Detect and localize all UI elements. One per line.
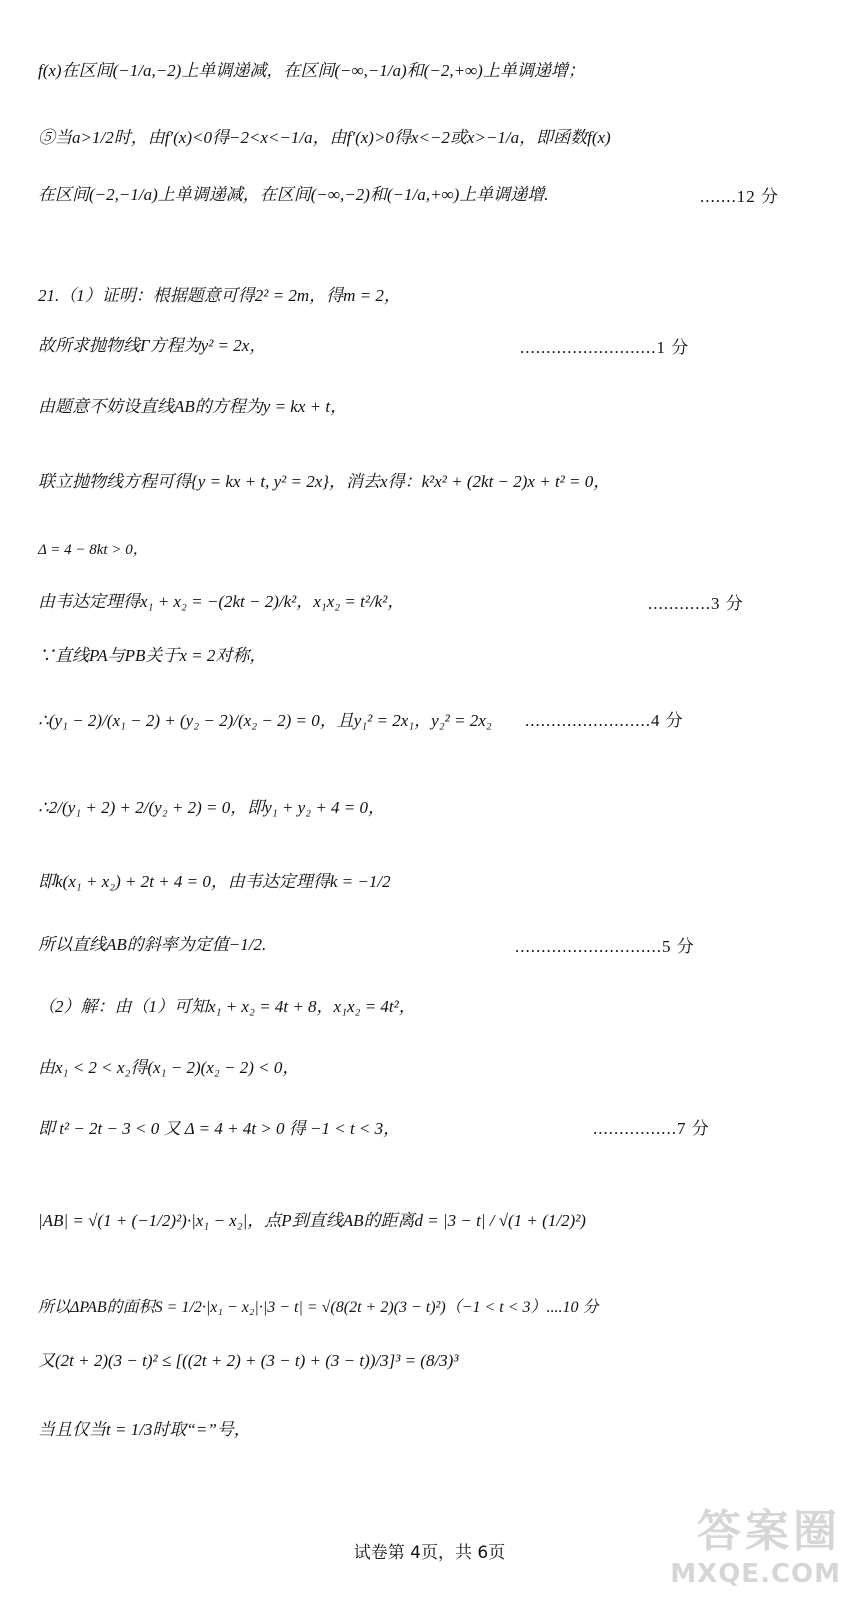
text-line-10-content: ∵直线PA与PB关于x = 2对称， bbox=[38, 646, 267, 665]
score-mark-12: .......12 分 bbox=[700, 187, 779, 206]
text-line-5-content: 故所求抛物线Γ方程为y² = 2x， bbox=[38, 336, 267, 355]
text-line-14-content: 所以直线AB的斜率为定值−1/2. bbox=[38, 935, 267, 954]
text-line-11-content: ∴(y₁ − 2)/(x₁ − 2) + (y₂ − 2)/(x₂ − 2) = 0，且y₁² = 2x₁，y₂² = 2x₂ bbox=[38, 711, 492, 730]
text-line-16-content: 由x₁ < 2 < x₂得(x₁ − 2)(x₂ − 2) < 0， bbox=[38, 1058, 300, 1077]
text-line-7 bbox=[38, 473, 610, 490]
text-line-8 bbox=[38, 543, 148, 558]
text-line-12-content: ∴2/(y₁ + 2) + 2/(y₂ + 2) = 0，即y₁ + y₂ + 4 = 0， bbox=[38, 798, 386, 817]
text-line-21-content: 当且仅当t = 1/3时取“=”号， bbox=[38, 1420, 251, 1439]
text-line-9-content: 由韦达定理得x₁ + x₂ = −(2kt − 2)/k²，x₁x₂ = t²/k²， bbox=[38, 592, 405, 611]
text-line-1 bbox=[38, 62, 585, 79]
text-line-2-content: ⑤当a>1/2时，由f′(x)<0得−2<x<−1/a，由f′(x)>0得x<−2或x>−1/a，即函数f(x) bbox=[38, 128, 611, 147]
text-line-13 bbox=[38, 873, 391, 890]
text-line-3-content: 在区间(−2,−1/a)上单调递减，在区间(−∞,−2)和(−1/a,+∞)上单调递增. bbox=[38, 185, 549, 204]
text-line-2 bbox=[38, 129, 611, 146]
text-line-5 bbox=[38, 337, 266, 354]
score-mark-4: ........................4 分 bbox=[525, 711, 684, 730]
text-line-12 bbox=[38, 799, 385, 816]
page-footer: 试卷第 4页，共 6页 bbox=[353, 1543, 506, 1563]
text-line-7-content: 联立抛物线方程可得{y = kx + t, y² = 2x}，消去x得：k²x² + (2kt − 2)x + t² = 0， bbox=[38, 472, 611, 491]
score-mark-10: ....10 分 bbox=[546, 1299, 599, 1316]
text-line-17 bbox=[38, 1120, 400, 1137]
text-line-19-content: 所以ΔPAB的面积S = 1/2·|x₁ − x₂|·|3 − t| = √(8(2t + 2)(3 − t)²)（−1 < t < 3） bbox=[38, 1299, 547, 1316]
watermark-logo bbox=[670, 1495, 841, 1589]
text-line-20-content: 又(2t + 2)(3 − t)² ≤ [((2t + 2) + (3 − t) + (3 − t))/3]³ = (8/3)³ bbox=[38, 1351, 459, 1370]
text-line-6 bbox=[38, 398, 347, 415]
text-line-3 bbox=[38, 186, 548, 203]
text-line-17-content: 即 t² − 2t − 3 < 0 又 Δ = 4 + 4t > 0 得 −1 < t < 3， bbox=[38, 1119, 401, 1138]
text-line-16 bbox=[38, 1059, 299, 1076]
text-line-4 bbox=[38, 287, 401, 304]
text-line-11 bbox=[38, 712, 492, 729]
text-line-1-content: f(x)在区间(−1/a,−2)上单调递减，在区间(−∞,−1/a)和(−2,+∞)上单调递增； bbox=[38, 61, 585, 80]
text-line-14 bbox=[38, 936, 266, 953]
text-line-18 bbox=[38, 1212, 586, 1229]
text-line-15-content: （2）解：由（1）可知x₁ + x₂ = 4t + 8，x₁x₂ = 4t²， bbox=[38, 997, 416, 1016]
text-line-15 bbox=[38, 998, 416, 1015]
watermark-bottom: MXQE.COM bbox=[670, 1559, 841, 1589]
text-line-9 bbox=[38, 593, 404, 610]
text-line-13-content: 即k(x₁ + x₂) + 2t + 4 = 0，由韦达定理得k = −1/2 bbox=[38, 872, 391, 891]
text-line-20 bbox=[38, 1352, 458, 1369]
text-line-6-content: 由题意不妨设直线AB的方程为y = kx + t， bbox=[38, 397, 348, 416]
score-mark-7: ................7 分 bbox=[593, 1119, 710, 1138]
text-line-18-content: |AB| = √(1 + (−1/2)²)·|x₁ − x₂|，点P到直线AB的距离d = |3 − t| / √(1 + (1/2)²) bbox=[38, 1211, 586, 1230]
text-line-21 bbox=[38, 1421, 251, 1438]
watermark-top: 答案圈 bbox=[697, 1506, 841, 1557]
text-line-8-content: Δ = 4 − 8kt > 0， bbox=[38, 542, 148, 558]
text-line-19 bbox=[38, 1300, 599, 1316]
text-line-4-content: 21.（1）证明：根据题意可得2² = 2m，得m = 2， bbox=[38, 286, 401, 305]
score-mark-1: ..........................1 分 bbox=[520, 338, 690, 357]
score-mark-5: ............................5 分 bbox=[515, 937, 695, 956]
text-line-10 bbox=[38, 647, 266, 664]
score-mark-3: ............3 分 bbox=[648, 594, 744, 613]
